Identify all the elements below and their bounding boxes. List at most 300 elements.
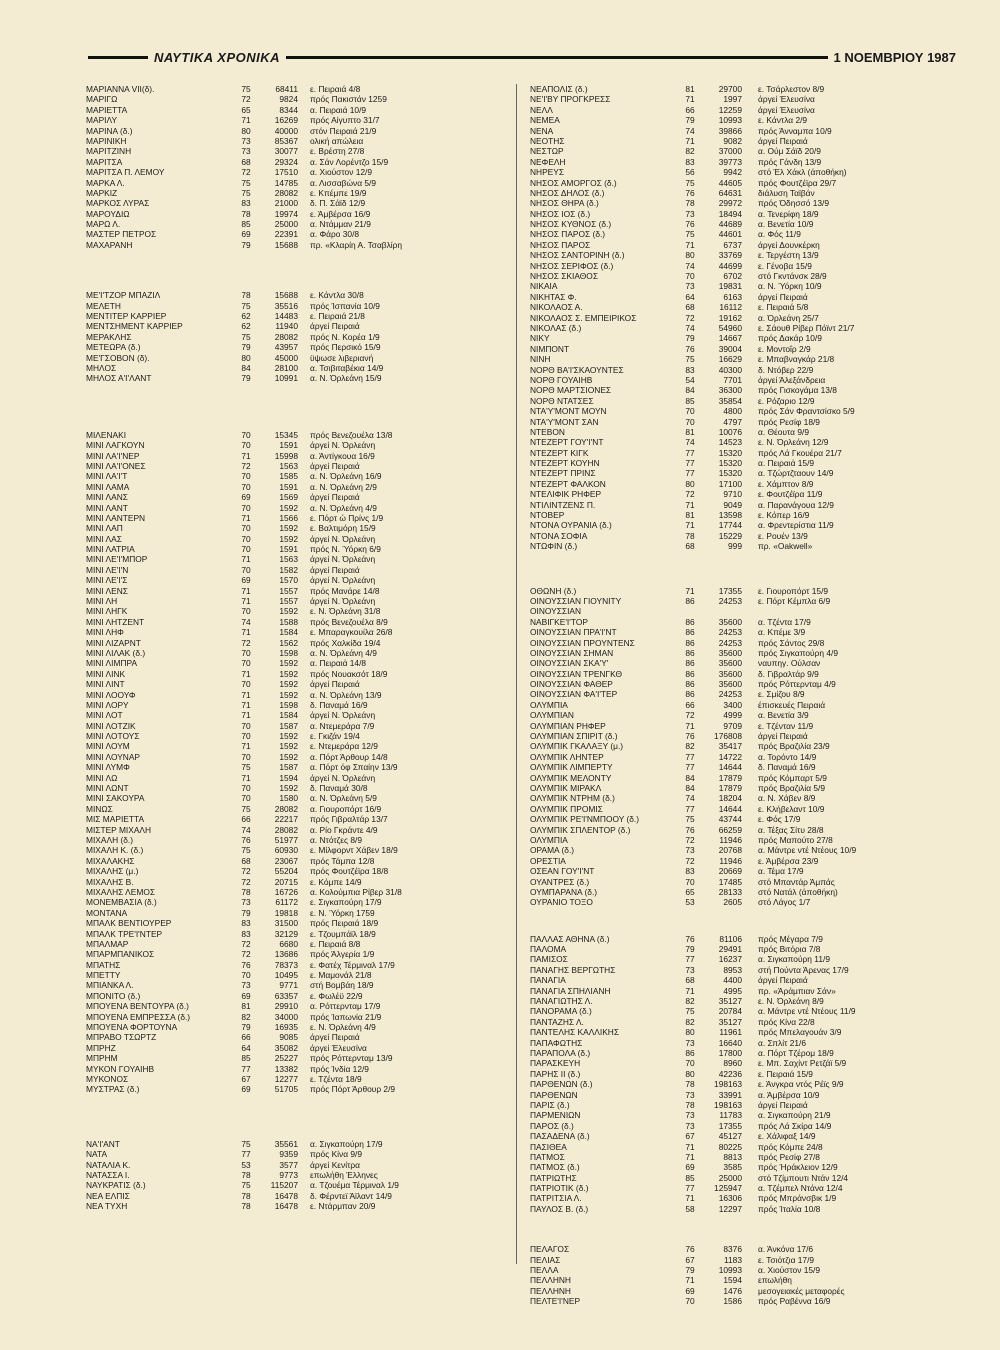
ship-status: άργεί Πειραιά — [758, 975, 808, 986]
ship-status: δ. Φέρντεϊ Άϊλαντ 14/9 — [310, 1190, 392, 1201]
build-year: 70 — [241, 502, 251, 513]
tonnage: 4999 — [723, 710, 742, 721]
ship-row — [86, 669, 506, 679]
ship-status: άργεί Πειραιά — [310, 679, 360, 690]
ship-name: ΟΙΝΟΥΣΣΙΑΝ ΤΡΕΝΓΚΘ — [530, 668, 623, 679]
build-year: 73 — [685, 1089, 695, 1100]
build-year: 70 — [241, 647, 251, 658]
tonnage: 10495 — [274, 970, 298, 981]
ship-row — [530, 617, 955, 627]
ship-name: ΜΙΝΙ ΛΑΝΤ — [86, 502, 128, 513]
ship-row — [86, 471, 506, 481]
tonnage: 14644 — [718, 762, 742, 773]
ship-name: ΜΠΟΥΕΝΑ ΦΟΡΤΟΥΝΑ — [86, 1022, 178, 1033]
tonnage: 1592 — [279, 658, 298, 669]
tonnage: 39866 — [718, 125, 742, 136]
ship-status: α. Ν. Όρλεάνη 16/9 — [310, 471, 382, 482]
ship-status: ε. Σάουθ Ρίβερ Πόϊντ 21/7 — [758, 322, 855, 333]
ship-name: ΟΛΥΜΠΙΑ — [530, 699, 568, 710]
tonnage: 1592 — [279, 668, 298, 679]
tonnage: 78373 — [274, 959, 298, 970]
tonnage: 29491 — [718, 944, 742, 955]
build-year: 68 — [241, 855, 251, 866]
ship-row — [86, 929, 506, 939]
tonnage: 24253 — [718, 627, 742, 638]
ship-name: ΜΟΝΕΜΒΑΣΙΑ (δ.) — [86, 897, 157, 908]
ship-row — [530, 773, 955, 783]
ship-row — [530, 198, 955, 208]
tonnage: 29700 — [718, 84, 742, 94]
tonnage: 16726 — [274, 886, 298, 897]
tonnage: 40300 — [718, 364, 742, 375]
ship-status: πρός Νουακσότ 18/9 — [310, 668, 388, 679]
ship-row — [530, 396, 955, 406]
ship-row — [86, 575, 506, 585]
build-year: 77 — [685, 762, 695, 773]
tonnage: 3585 — [723, 1162, 742, 1173]
column-divider — [516, 84, 517, 1264]
ship-status: άργεί Πειραιά — [758, 291, 808, 302]
build-year: 77 — [241, 1063, 251, 1074]
build-year: 77 — [685, 1183, 695, 1194]
ship-name: ΟΙΝΟΥΣΣΙΑΝ ΓΙΟΥΝΙΤΥ — [530, 595, 622, 606]
ship-name: ΝΙΚΑΙΑ — [530, 281, 558, 292]
ship-name: ΜΙΝΙ ΛΑ'Ι'ΟΝΕΣ — [86, 460, 146, 471]
ship-row — [86, 638, 506, 648]
ship-status: ε. Βρέστη 27/8 — [310, 146, 365, 157]
ship-status: πρός Ίαπωνία 21/9 — [310, 1011, 382, 1022]
ship-status: πρός Γιβραλτάρ 13/7 — [310, 814, 388, 825]
build-year: 71 — [685, 1141, 695, 1152]
ship-status: α. Μάντρε ντέ Ντέους 11/9 — [758, 1006, 856, 1017]
build-year: 77 — [241, 1149, 251, 1160]
ship-status: πρός Τάμπα 12/8 — [310, 855, 375, 866]
tonnage: 11946 — [719, 855, 742, 866]
build-year: 79 — [685, 115, 695, 126]
ship-status: άργεί Ν. Όρλεάνη — [310, 554, 376, 565]
ship-status: ολική απώλεια — [310, 135, 364, 146]
ship-row — [530, 479, 955, 489]
build-year: 54 — [685, 374, 695, 385]
ship-status: ε. Βαλτιμόρη 15/9 — [310, 523, 376, 534]
ship-row — [530, 1265, 955, 1275]
ship-status: πρός Βενεζουέλα 8/9 — [310, 616, 388, 627]
ship-name: ΟΛΥΜΠΙΑ — [530, 834, 568, 845]
tonnage: 43957 — [274, 342, 298, 353]
tonnage: 44689 — [718, 219, 742, 230]
ship-status: πρός Μαπούτο 27/8 — [758, 834, 833, 845]
ship-status: α. Ν. Όρλεάνη 5/9 — [310, 793, 377, 804]
build-year: 70 — [241, 731, 251, 742]
ship-name: ΟΛΥΜΠΙΚ ΜΕΛΟΝΤΥ — [530, 772, 612, 783]
build-year: 71 — [241, 512, 251, 523]
tonnage: 21000 — [274, 198, 298, 209]
build-year: 70 — [241, 751, 251, 762]
ship-status: ε. Φουτζέϊρα 11/9 — [758, 489, 823, 500]
tonnage: 16112 — [719, 302, 742, 313]
ship-row — [86, 1149, 506, 1159]
ship-status: ε. Φωλέϋ 22/9 — [310, 990, 363, 1001]
tonnage: 9082 — [723, 135, 742, 146]
ship-status: α. Φός 11/9 — [758, 229, 801, 240]
build-year: 76 — [685, 187, 695, 198]
ship-name: ΜΙΝΙ ΛΟΟΥΦ — [86, 689, 136, 700]
build-year: 68 — [685, 541, 695, 552]
ship-row — [86, 1064, 506, 1074]
tonnage: 15998 — [274, 450, 298, 461]
ship-name: ΠΑΠΑΦΩΤΗΣ — [530, 1037, 583, 1048]
ship-name: ΜΙΝΙ ΛΗΤΖΕΝΤ — [86, 616, 145, 627]
ship-row — [86, 209, 506, 219]
tonnage: 24253 — [718, 689, 742, 700]
ship-status: πρός Φουτζέϊρα 18/8 — [310, 866, 389, 877]
build-year: 73 — [685, 845, 695, 856]
build-year: 86 — [685, 616, 695, 627]
ship-row — [86, 752, 506, 762]
tonnage: 24253 — [718, 637, 742, 648]
tonnage — [702, 606, 758, 616]
ship-status: πρός Περσικό 15/9 — [310, 342, 381, 353]
ship-name: ΜΙΛΕΝΑΚΙ — [86, 429, 127, 440]
tonnage: 17510 — [274, 167, 298, 178]
ship-row — [86, 105, 506, 115]
build-year: 76 — [685, 1244, 695, 1255]
build-year: 78 — [241, 1201, 251, 1212]
tonnage: 198163 — [714, 1099, 742, 1110]
ship-row — [86, 793, 506, 803]
ship-row — [530, 437, 955, 447]
build-year: 76 — [685, 731, 695, 742]
build-year: 76 — [241, 835, 251, 845]
tonnage: 1592 — [279, 783, 298, 794]
build-year: 78 — [685, 1099, 695, 1110]
ship-name: ΜΑΡΚΙΖ — [86, 187, 118, 198]
tonnage: 17879 — [718, 772, 742, 783]
ship-name: ΝΗΡΕΥΣ — [530, 167, 565, 178]
ship-row — [86, 679, 506, 689]
build-year: 86 — [685, 647, 695, 658]
ship-row — [86, 373, 506, 383]
ship-name: ΜΕΤΕΩΡΑ (δ.) — [86, 342, 141, 353]
build-year: 86 — [685, 627, 695, 638]
build-year: 70 — [241, 544, 251, 555]
tonnage: 6163 — [723, 291, 742, 302]
ship-name: ΜΙΝΙ ΛΟΡΥ — [86, 699, 129, 710]
ship-row — [530, 188, 955, 198]
ship-status: πρός Κόμπε 24/8 — [758, 1141, 823, 1152]
tonnage: 4800 — [723, 406, 742, 417]
ship-row — [530, 700, 955, 710]
build-year: 72 — [241, 866, 251, 877]
ship-row — [530, 489, 955, 499]
ship-name: ΝΤΩΦΙΝ (δ.) — [530, 541, 578, 552]
ship-status: άργεί Πειραιά — [310, 321, 360, 332]
tonnage: 9359 — [279, 1149, 298, 1160]
ship-status: ε. Κάντλα 30/8 — [310, 290, 364, 301]
issue-date: 1 ΝΟΕΜΒΡΙΟΥ 1987 — [833, 49, 956, 65]
build-year: 56 — [685, 167, 695, 178]
ship-name: ΝΤΕΛΙΦΙΚ ΡΗΦΕΡ — [530, 489, 602, 500]
ship-name: ΠΑΡΟΣ (δ.) — [530, 1120, 574, 1131]
ship-status: πρός Λά Σκίρα 14/9 — [758, 1120, 832, 1131]
ship-name: ΜΠΕΤΤΥ — [86, 970, 121, 981]
tonnage: 1580 — [279, 793, 298, 804]
ship-group — [86, 290, 506, 384]
ship-row — [530, 689, 955, 699]
ship-row — [530, 136, 955, 146]
build-year: 72 — [241, 460, 251, 471]
ship-name: ΝΟΡΘ ΝΤΑΤΣΕΣ — [530, 395, 594, 406]
ship-row — [86, 126, 506, 136]
build-year: 74 — [685, 125, 695, 136]
build-year: 71 — [685, 499, 695, 510]
ship-name: ΟΛΥΜΠΙΑΝ — [530, 710, 574, 721]
ship-status: πρός Λά Γκουέρα 21/7 — [758, 447, 842, 458]
ship-status: πρός Μπελαγουάν 3/9 — [758, 1027, 842, 1038]
ship-name: ΝΕΑ ΕΛΠΙΣ — [86, 1190, 130, 1201]
ship-row — [86, 897, 506, 907]
ship-name: ΟΛΥΜΠΙΚ ΛΗΝΤΕΡ — [530, 751, 604, 762]
ship-name: ΝΙΚΥ — [530, 333, 550, 344]
tonnage: 20669 — [718, 866, 742, 877]
build-year: 72 — [685, 855, 695, 866]
ship-row — [86, 440, 506, 450]
ship-status: ε. Τσιότζια 17/9 — [758, 1254, 815, 1265]
build-year: 69 — [685, 1162, 695, 1173]
ship-row — [530, 669, 955, 679]
build-year: 69 — [241, 1084, 251, 1095]
tonnage: 16935 — [274, 1022, 298, 1033]
build-year: 68 — [685, 302, 695, 313]
build-year: 81 — [685, 426, 695, 437]
build-year: 72 — [685, 312, 695, 323]
ship-status: πρός Ίνδία 12/9 — [310, 1063, 369, 1074]
ship-name: ΜΙΝΙ ΛΟΤΖΙΚ — [86, 720, 136, 731]
build-year: 74 — [685, 260, 695, 271]
ship-name: ΜΑΡΟΥΔΙΩ — [86, 208, 130, 219]
ship-name: ΜΕ'ΓΣΟΒΟΝ (δ). — [86, 352, 150, 363]
ship-row — [86, 1012, 506, 1022]
ship-row — [86, 596, 506, 606]
tonnage: 1586 — [723, 1296, 742, 1307]
build-year: 68 — [241, 156, 251, 167]
tonnage: 1557 — [279, 585, 298, 596]
ship-status: ε. Ν. Όρλεάνη 4/9 — [310, 1022, 376, 1033]
ship-status: α. Τζουέμα Τέρμιναλ 1/9 — [310, 1180, 399, 1191]
ship-name: ΝΗΣΟΣ ΣΑΝΤΟΡΙΝΗ (δ.) — [530, 250, 625, 261]
ship-name: ΝΗΣΟΣ ΔΗΛΟΣ (δ.) — [530, 187, 605, 198]
ship-status: στή Πούντα Άρενας 17/9 — [758, 964, 849, 975]
tonnage: 4797 — [723, 416, 742, 427]
ship-status: πρός Άλγερία 1/9 — [310, 949, 375, 960]
ship-row — [530, 157, 955, 167]
tonnage: 19818 — [274, 907, 298, 918]
ship-row — [86, 918, 506, 928]
build-year: 74 — [241, 824, 251, 835]
ship-name: ΠΕΛΙΑΣ — [530, 1254, 561, 1265]
ship-status: α. Ντότζες 8/9 — [310, 835, 363, 845]
ship-name: ΝΤΕΖΕΡΤ ΦΑΛΚΟΝ — [530, 478, 606, 489]
build-year: 78 — [241, 290, 251, 301]
build-year: 86 — [685, 637, 695, 648]
ship-status: δ. Π. Σάϊδ 12/9 — [310, 198, 366, 209]
ship-row — [530, 1173, 955, 1183]
ship-status: πρός Γισκογάμα 13/8 — [758, 385, 837, 396]
ship-row — [530, 856, 955, 866]
ship-name: ΠΑΡΗΣ ΙΙ (δ.) — [530, 1068, 581, 1079]
ship-name: ΝΑΤΑ — [86, 1149, 108, 1160]
ship-name: ΝΙΝΗ — [530, 354, 551, 365]
tonnage: 22391 — [274, 229, 298, 240]
ship-name: ΜΙΣ ΜΑΡΙΕΤΤΑ — [86, 814, 145, 825]
ship-status: α. Τέξας Σίτυ 28/8 — [758, 824, 824, 835]
tonnage: 15688 — [274, 239, 298, 250]
tonnage: 51977 — [274, 835, 298, 845]
ship-row — [86, 115, 506, 125]
build-year: 71 — [685, 585, 695, 596]
tonnage: 55204 — [274, 866, 298, 877]
ship-row — [530, 500, 955, 510]
ship-group — [86, 84, 506, 250]
ship-name: ΠΑΡΑΣΚΕΥΗ — [530, 1058, 581, 1069]
ship-name: ΜΕΝΤΣΗΜΕΝΤ ΚΑΡΡΙΕΡ — [86, 321, 183, 332]
build-year: 70 — [685, 1058, 695, 1069]
build-year: 80 — [241, 125, 251, 136]
build-year: 85 — [685, 395, 695, 406]
build-year: 69 — [241, 575, 251, 586]
build-year: 75 — [241, 803, 251, 814]
ship-row — [530, 219, 955, 229]
ship-row — [530, 365, 955, 375]
ship-row — [86, 1001, 506, 1011]
tonnage: 64631 — [718, 187, 742, 198]
ship-row — [86, 430, 506, 440]
ship-name: ΜΙΝΙ ΛΗΓΚ — [86, 606, 128, 617]
build-year: 77 — [685, 954, 695, 965]
ship-status: στό Γκντάνσκ 28/9 — [758, 271, 827, 282]
ship-status: α. Ντάμμαν 21/9 — [310, 219, 371, 230]
ship-status: α. Θέουτα 9/9 — [758, 426, 809, 437]
ship-name: ΝΙΚΟΛΑΟΣ Α. — [530, 302, 583, 313]
tonnage: 11783 — [719, 1110, 742, 1121]
ship-row — [530, 313, 955, 323]
build-year: 58 — [685, 1203, 695, 1214]
tonnage: 35600 — [718, 658, 742, 669]
ship-name: ΜΙΝΙ ΛΩ — [86, 772, 118, 783]
ship-row — [530, 1183, 955, 1193]
ship-status: α. Πειραιά 15/9 — [758, 458, 815, 469]
ship-row — [530, 1131, 955, 1141]
tonnage: 4400 — [723, 975, 742, 986]
build-year: 70 — [685, 271, 695, 282]
ship-status: ε. Πειραιά 21/8 — [310, 311, 365, 322]
ship-status: α. Ν. Όρλεάνη 13/9 — [310, 689, 382, 700]
build-year: 71 — [685, 1151, 695, 1162]
tonnage: 54960 — [718, 322, 742, 333]
ship-status: ε. Μοντοΐρ 2/9 — [758, 343, 811, 354]
tonnage: 61172 — [275, 897, 298, 908]
ship-row — [530, 531, 955, 541]
ship-row — [86, 586, 506, 596]
ship-status: πρός Μπράνσβικ 1/9 — [758, 1193, 837, 1204]
ship-name: ΝΕΛΛ — [530, 104, 553, 115]
ship-status: ϋψωσε λιβεριανή — [310, 352, 374, 363]
build-year: 62 — [241, 321, 251, 332]
build-year: 80 — [685, 1027, 695, 1038]
ship-name: ΝΙΚΟΛΑΣ (δ.) — [530, 322, 582, 333]
ship-name: ΜΠΑΛΚ ΤΡΕ'Ι'ΝΤΕΡ — [86, 928, 163, 939]
ship-group — [530, 586, 955, 908]
ship-status: α. Κπέμε 3/9 — [758, 627, 806, 638]
ship-status: πρός Ρεσίφ 27/8 — [758, 1151, 820, 1162]
ship-name: ΜΙΝΙ ΛΟΤΟΥΣ — [86, 731, 140, 742]
tonnage: 35600 — [718, 668, 742, 679]
build-year: 70 — [241, 564, 251, 575]
tonnage: 39773 — [718, 156, 742, 167]
ship-name: ΜΑΡΙΝΑ (δ.) — [86, 125, 133, 136]
ship-name: ΟΛΥΜΠΙΚ ΓΚΑΛΑΞΥ (μ.) — [530, 741, 624, 752]
ship-status: άργεί Ν. Όρλεάνη — [310, 575, 376, 586]
tonnage: 1591 — [279, 481, 298, 492]
ship-name: ΜΥΚΟΝ ΓΟΥΑΙΗΒ — [86, 1063, 155, 1074]
tonnage: 14483 — [274, 311, 298, 322]
ship-status: πρός Ν. Ύόρκη 6/9 — [310, 544, 381, 555]
build-year: 71 — [241, 668, 251, 679]
tonnage: 19162 — [718, 312, 742, 323]
build-year: 72 — [685, 489, 695, 500]
build-year: 72 — [241, 167, 251, 178]
ship-status: πρός Άνναμπα 10/9 — [758, 125, 832, 136]
ship-name: ΜΠΑΡΜΠΑΝΙΚΟΣ — [86, 949, 155, 960]
ship-row — [86, 1053, 506, 1063]
build-year: 73 — [241, 980, 251, 991]
ship-row — [86, 1201, 506, 1211]
ship-name: ΟΡΕΣΤΙΑ — [530, 855, 566, 866]
ship-status: α. Άντίγκουα 16/9 — [310, 450, 375, 461]
tonnage: 16306 — [718, 1193, 742, 1204]
tonnage: 9710 — [723, 489, 742, 500]
ship-status: πρός Ίσπανία 10/9 — [310, 300, 380, 311]
ship-name: ΜΠΟΥΕΝΑ ΒΕΝΤΟΥΡΑ (δ.) — [86, 1001, 189, 1012]
ship-row — [86, 1170, 506, 1180]
tonnage: 35516 — [274, 300, 298, 311]
ship-row — [530, 1090, 955, 1100]
ship-status: α. Μάντρε ντέ Ντέους 10/9 — [758, 845, 857, 856]
ship-row — [86, 157, 506, 167]
ship-row — [530, 302, 955, 312]
build-year: 80 — [685, 250, 695, 261]
ship-status: α. Σάν Λορέντζο 15/9 — [310, 156, 389, 167]
ship-name: ΜΙΝΙ ΛΑΜΑ — [86, 481, 130, 492]
ship-name: ΜΙΝΙ ΛΕ'Ι'Ν — [86, 564, 129, 575]
header-rule-left — [88, 56, 148, 59]
build-year: 70 — [241, 523, 251, 534]
build-year: 77 — [685, 803, 695, 814]
build-year: 67 — [685, 1254, 695, 1265]
ship-row — [86, 960, 506, 970]
build-year: 53 — [685, 897, 695, 908]
ship-row — [530, 845, 955, 855]
build-year: 71 — [685, 135, 695, 146]
ship-name: ΜΗΛΟΣ — [86, 362, 117, 373]
ship-row — [530, 627, 955, 637]
ship-name: ΜΙΝΙ ΛΟΥΜ — [86, 741, 130, 752]
build-year: 81 — [241, 1001, 251, 1012]
ship-status: πρός Πειραιά 18/9 — [310, 918, 379, 929]
build-year: 72 — [241, 637, 251, 648]
ship-name: ΜΟΝΤΑΝΑ — [86, 907, 128, 918]
tonnage: 10076 — [718, 426, 742, 437]
